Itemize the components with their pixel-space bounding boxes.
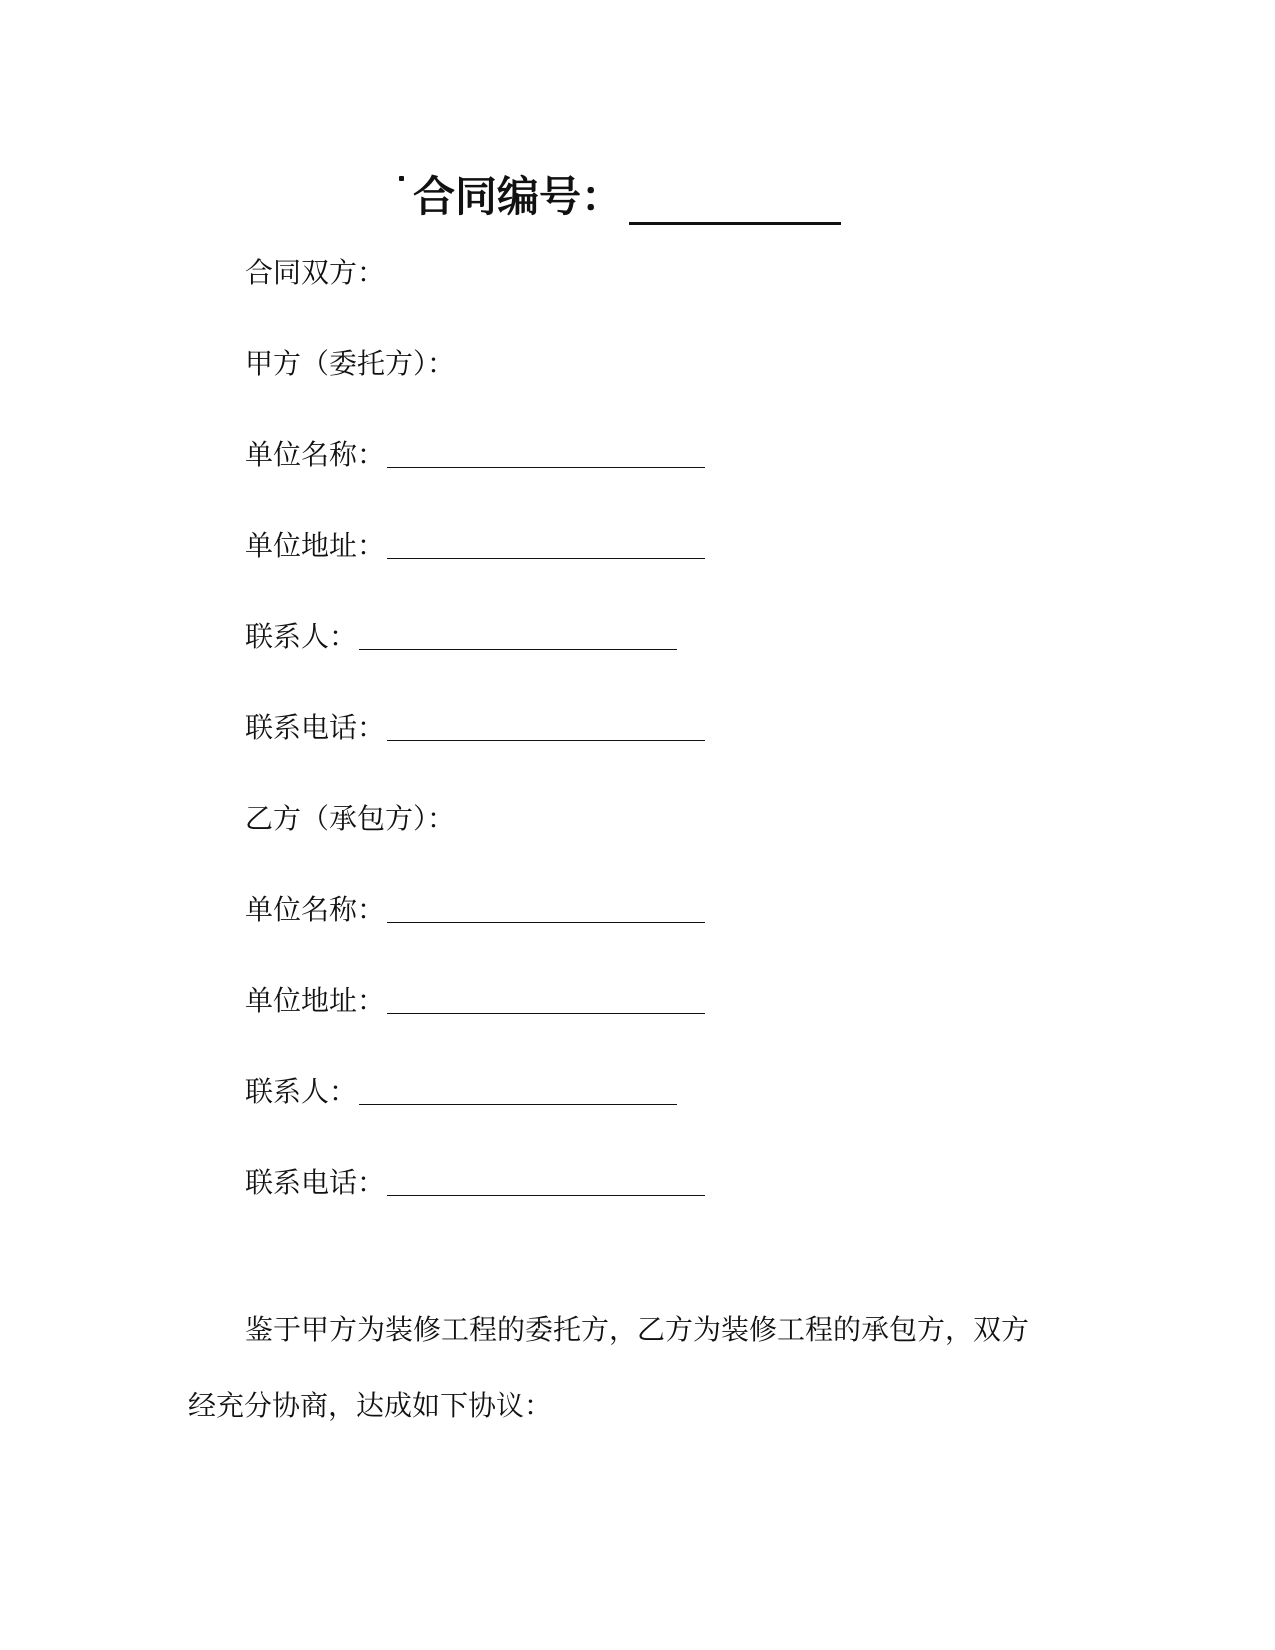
party-a-phone-label: 联系电话： <box>245 711 386 744</box>
party-b-contact-blank[interactable] <box>359 1074 677 1105</box>
party-a-phone-blank[interactable] <box>387 710 705 741</box>
party-a-contact-label: 联系人： <box>245 620 358 653</box>
party-b-address-label: 单位地址： <box>245 984 386 1017</box>
party-b-phone-row <box>245 1162 705 1202</box>
party-b-contact-label: 联系人： <box>245 1075 358 1108</box>
contract-number-label: 合同编号： <box>413 172 624 221</box>
party-b-contact-row <box>245 1071 677 1111</box>
party-a-heading-label: 甲方（委托方）： <box>245 347 456 380</box>
contract-number-blank[interactable] <box>629 170 841 225</box>
party-a-heading <box>245 343 455 383</box>
party-a-address-label: 单位地址： <box>245 529 386 562</box>
party-a-company-name-label: 单位名称： <box>245 438 386 471</box>
party-a-address-row <box>245 525 705 565</box>
party-b-address-blank[interactable] <box>387 983 705 1014</box>
preamble-line-1: 鉴于甲方为装修工程的委托方，乙方为装修工程的承包方，双方 <box>245 1313 1030 1346</box>
party-b-phone-label: 联系电话： <box>245 1166 386 1199</box>
preamble-line-2: 经充分协商，达成如下协议： <box>188 1389 553 1422</box>
party-b-heading <box>245 798 455 838</box>
parties-heading <box>245 252 385 292</box>
party-b-address-row <box>245 980 705 1020</box>
parties-heading-label: 合同双方： <box>245 256 386 289</box>
bullet-dot <box>399 176 404 181</box>
party-b-heading-label: 乙方（承包方）： <box>245 802 456 835</box>
party-b-company-name-row <box>245 889 705 929</box>
party-a-contact-row <box>245 616 677 656</box>
party-a-company-name-blank[interactable] <box>387 437 705 468</box>
contract-number-title <box>395 155 875 225</box>
party-b-phone-blank[interactable] <box>387 1165 705 1196</box>
party-a-address-blank[interactable] <box>387 528 705 559</box>
party-a-phone-row <box>245 707 705 747</box>
party-b-company-name-blank[interactable] <box>387 892 705 923</box>
party-b-company-name-label: 单位名称： <box>245 893 386 926</box>
party-a-contact-blank[interactable] <box>359 619 677 650</box>
party-a-company-name-row <box>245 434 705 474</box>
